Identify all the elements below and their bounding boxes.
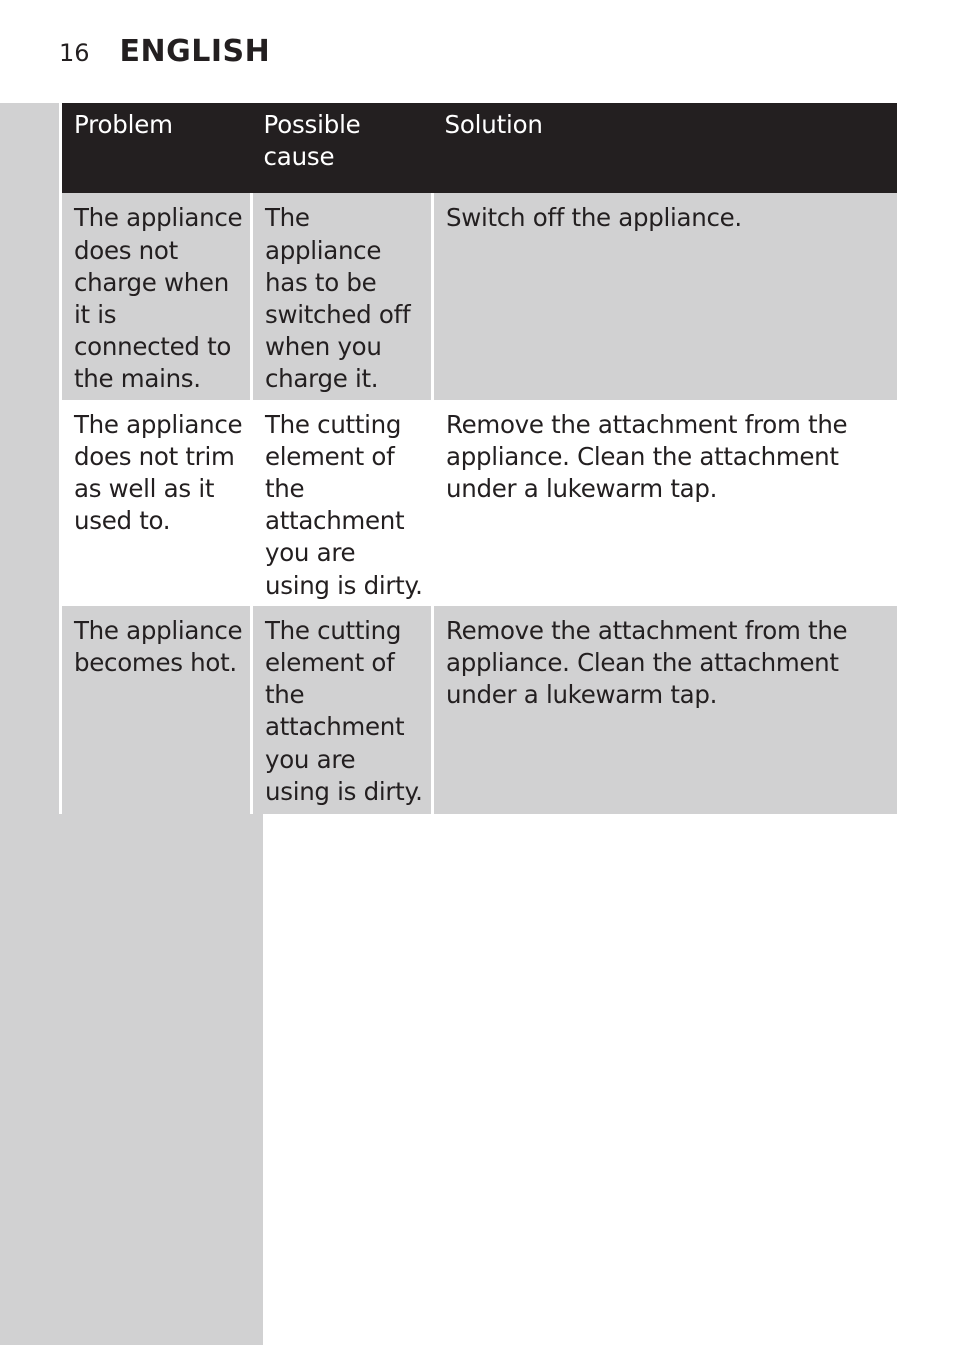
table-header-row (61, 103, 897, 193)
page-number: 16 (59, 39, 90, 67)
page-header (59, 34, 270, 74)
table-row (61, 400, 897, 606)
problem-cell: The appliance does not trim as well as it used to. (61, 400, 252, 606)
column-header-solution: Solution (433, 103, 897, 193)
column-header-problem: Problem (61, 103, 252, 193)
cause-cell: The cutting element of the attachment you are using is dirty. (252, 606, 433, 814)
section-title: ENGLISH (119, 34, 271, 69)
troubleshooting-table (59, 103, 897, 814)
column-header-possible-cause: Possible cause (252, 103, 433, 193)
problem-cell: The appliance does not charge when it is connected to the mains. (61, 193, 252, 399)
problem-cell: The appliance becomes hot. (61, 606, 252, 814)
solution-cell: Remove the attachment from the appliance. Clean the attachment under a lukewarm tap. (433, 400, 897, 606)
solution-cell: Switch off the appliance. (433, 193, 897, 399)
table-row (61, 193, 897, 399)
solution-cell: Remove the attachment from the appliance. Clean the attachment under a lukewarm tap. (433, 606, 897, 814)
cause-cell: The cutting element of the attachment you are using is dirty. (252, 400, 433, 606)
table-row (61, 606, 897, 814)
cause-cell: The appliance has to be switched off when you charge it. (252, 193, 433, 399)
troubleshooting-table-wrapper (59, 103, 895, 814)
